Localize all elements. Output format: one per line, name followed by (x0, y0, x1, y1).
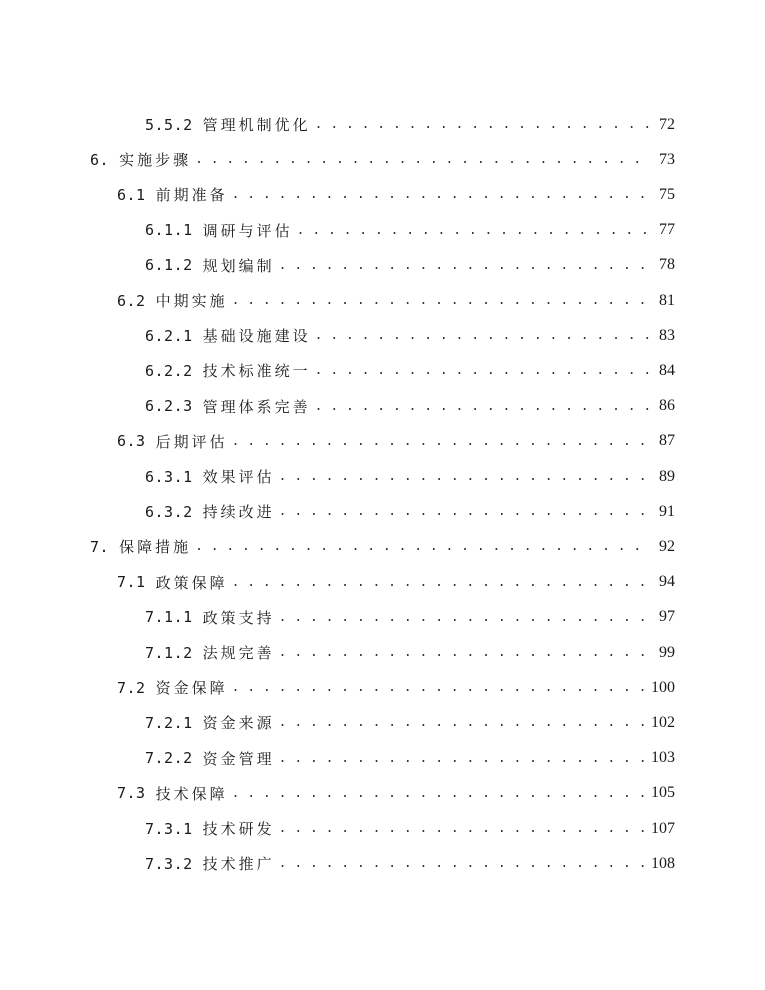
toc-entry-page-number: 78 (659, 256, 675, 274)
toc-entry-title: 调研与评估 (202, 221, 293, 240)
toc-dot-leader (232, 293, 651, 308)
toc-entry[interactable] (145, 494, 675, 529)
toc-entry-page-number: 105 (651, 784, 675, 802)
toc-dot-leader (279, 751, 645, 766)
toc-entry-page-number: 84 (659, 361, 675, 379)
toc-entry-number: 6.2.1 (145, 326, 193, 345)
toc-entry-title: 技术研发 (202, 820, 275, 838)
toc-dot-leader (195, 539, 651, 554)
toc-entry-number: 7.2.2 (145, 749, 193, 768)
toc-dot-leader (279, 645, 651, 660)
toc-entry-number: 6.1 (117, 185, 146, 204)
toc-entry[interactable] (117, 565, 675, 600)
toc-entry-page-number: 107 (651, 819, 675, 837)
toc-entry-title: 管理体系完善 (202, 397, 311, 416)
toc-dot-leader (232, 786, 645, 801)
toc-dot-leader (232, 680, 645, 695)
toc-entry-page-number: 99 (659, 643, 675, 661)
toc-entry-number: 7.1.2 (145, 643, 193, 662)
toc-entry-number: 7.3.2 (145, 854, 193, 873)
toc-entry-number: 7.1 (117, 573, 146, 592)
toc-entry-page-number: 108 (651, 854, 675, 872)
toc-dot-leader (195, 152, 651, 167)
toc-entry-page-number: 72 (659, 115, 675, 133)
toc-entry-page-number: 77 (659, 221, 675, 239)
toc-dot-leader (315, 328, 651, 343)
toc-entry-number: 5.5.2 (145, 115, 193, 134)
toc-dot-leader (279, 469, 651, 484)
toc-entry-title: 基础设施建设 (202, 327, 311, 346)
toc-entry-number: 6.1.2 (145, 256, 193, 275)
toc-entry-number: 7.3 (117, 784, 146, 803)
toc-dot-leader (279, 715, 645, 730)
toc-entry-number: 7.1.1 (145, 608, 193, 627)
toc-entry-title: 实施步骤 (119, 151, 192, 170)
toc-entry-number: 6.2.2 (145, 361, 193, 380)
toc-entry-title: 中期实施 (155, 292, 228, 310)
toc-entry[interactable] (145, 213, 675, 248)
toc-entry-page-number: 86 (659, 397, 675, 415)
toc-entry-page-number: 102 (651, 713, 675, 731)
toc-entry[interactable] (90, 142, 675, 177)
toc-entry-number: 7.3.1 (145, 819, 193, 838)
toc-dot-leader (232, 187, 651, 202)
toc-entry-number: 6.2 (117, 291, 146, 310)
toc-entry-number: 6.3 (117, 432, 146, 451)
toc-dot-leader (232, 434, 651, 449)
toc-entry[interactable] (145, 318, 675, 353)
toc-entry-title: 资金保障 (155, 679, 228, 698)
toc-entry-title: 规划编制 (202, 256, 275, 275)
toc-entry-title: 政策支持 (202, 608, 275, 627)
toc-entry[interactable] (145, 600, 675, 635)
toc-entry-page-number: 73 (659, 150, 675, 168)
toc-dot-leader (279, 856, 645, 871)
toc-entry[interactable] (90, 529, 675, 564)
toc-entry-title: 前期准备 (155, 186, 228, 205)
toc-entry-page-number: 81 (659, 291, 675, 309)
toc-dot-leader (232, 575, 651, 590)
toc-entry-number: 6. (90, 150, 110, 169)
toc-entry-title: 技术保障 (155, 784, 228, 803)
toc-entry-number: 6.3.2 (145, 502, 193, 521)
toc-entry-page-number: 97 (659, 608, 675, 626)
toc-dot-leader (315, 117, 651, 132)
toc-entry-title: 效果评估 (202, 468, 275, 486)
toc-entry-page-number: 83 (659, 326, 675, 344)
toc-entry[interactable] (145, 248, 675, 283)
toc-dot-leader (279, 610, 651, 625)
toc-entry[interactable] (145, 459, 675, 494)
toc-entry-number: 6.3.1 (145, 467, 193, 486)
toc-entry[interactable] (145, 635, 675, 670)
toc-entry-page-number: 103 (651, 749, 675, 767)
toc-entry-title: 资金管理 (202, 749, 275, 768)
toc-entry[interactable] (145, 741, 675, 776)
toc-entry-number: 6.2.3 (145, 397, 193, 416)
toc-dot-leader (279, 504, 651, 519)
toc-entry[interactable] (145, 811, 675, 846)
toc-entry-title: 管理机制优化 (202, 116, 311, 134)
toc-dot-leader (279, 821, 645, 836)
toc-entry-page-number: 89 (659, 467, 675, 485)
toc-entry-page-number: 91 (659, 502, 675, 520)
toc-entry[interactable] (117, 776, 675, 811)
toc-dot-leader (315, 363, 651, 378)
toc-dot-leader (315, 399, 651, 414)
toc-entry[interactable] (145, 705, 675, 740)
toc-entry-title: 技术标准统一 (202, 362, 311, 381)
toc-entry-page-number: 75 (659, 185, 675, 203)
toc-entry-title: 保障措施 (119, 538, 192, 557)
toc-dot-leader (279, 258, 651, 273)
toc-entry-number: 7.2.1 (145, 713, 193, 732)
toc-entry[interactable] (117, 424, 675, 459)
toc-entry-number: 7. (90, 537, 110, 556)
toc-entry[interactable] (145, 389, 675, 424)
toc-entry[interactable] (145, 107, 675, 142)
toc-entry-title: 后期评估 (155, 432, 228, 451)
toc-entry-title: 技术推广 (202, 855, 275, 874)
toc-entry-page-number: 94 (659, 573, 675, 591)
toc-entry-title: 政策保障 (155, 573, 228, 592)
toc-entry-page-number: 92 (659, 537, 675, 555)
toc-entry[interactable] (117, 670, 675, 705)
toc-entry-page-number: 87 (659, 432, 675, 450)
toc-entry[interactable] (117, 283, 675, 318)
toc-entry[interactable] (145, 353, 675, 388)
toc-entry-number: 7.2 (117, 678, 146, 697)
toc-entry[interactable] (145, 846, 675, 881)
toc-entry[interactable] (117, 177, 675, 212)
toc-entry-page-number: 100 (651, 678, 675, 696)
toc-entry-title: 资金来源 (202, 714, 275, 733)
toc-dot-leader (297, 223, 651, 238)
toc-entry-title: 持续改进 (202, 503, 275, 522)
toc-entry-title: 法规完善 (202, 644, 275, 662)
toc-entry-number: 6.1.1 (145, 221, 193, 240)
